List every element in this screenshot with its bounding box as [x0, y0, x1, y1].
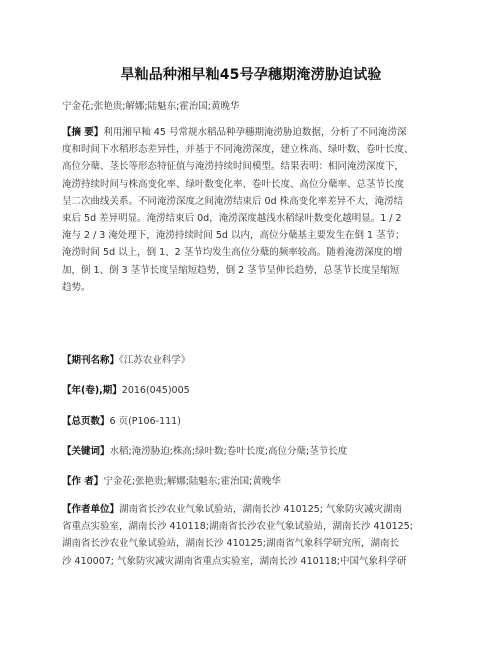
pages-label: 【总页数】	[62, 416, 110, 427]
abstract-line: 度和时间下水稻形态差异性，并基于不同淹涝深度，建立株高、绿叶数、卷叶长度、	[62, 144, 414, 156]
pages-field	[62, 413, 181, 427]
keywords-value: 水稻;淹涝胁迫;株高;绿叶数;卷叶长度;高位分蘖;茎节长度	[109, 446, 348, 457]
author-field	[62, 473, 281, 487]
abstract-line: 淹与 2 / 3 淹处理下，淹涝持续时间 5d 以内，高位分蘖基主要发生在倒 1 茎节；	[62, 230, 405, 242]
abstract-line: 趋势。	[62, 281, 91, 293]
year-issue-field	[62, 382, 190, 396]
affiliation-line: 湖南省长沙农业气象试验站，湖南长沙 410125; 气象防灾减灾湖南	[119, 504, 403, 515]
affiliation-line: 湖南省长沙农业气象试验站，湖南长沙 410125;湖南省气象科学研究所，湖南长	[62, 538, 399, 550]
abstract-line: 束后 5d 差异明显。淹涝结束后 0d，淹涝深度越浅水稻绿叶数变化越明显。1 / 2	[62, 213, 402, 225]
affiliation-line: 沙 410007; 气象防灾减灾湖南省重点实验室，湖南长沙 410118;中国气象科学研	[62, 555, 407, 567]
abstract-line: 淹涝持续时间与株高变化率、绿叶数变化率、卷叶长度、高位分蘖率、总茎节长度	[62, 178, 405, 190]
abstract-section	[62, 124, 442, 296]
abstract-line: 呈二次曲线关系。不同淹涝深度之间淹涝结束后 0d 株高变化率差异不大，淹涝结	[62, 195, 404, 207]
keywords-field	[62, 443, 347, 457]
affiliation-field	[62, 501, 413, 570]
year-issue-value: 2016(045)005	[121, 385, 190, 396]
pages-value: 6 页(P106-111)	[109, 416, 181, 427]
author-value: 宁金花;张艳贵;解娜;陆魁东;霍治国;黄晚华	[103, 476, 281, 487]
abstract-label: 【摘 要】	[62, 127, 104, 138]
affiliation-label: 【作者单位】	[62, 504, 120, 515]
document-title: 旱籼品种湘早籼45号孕穗期淹涝胁迫试验	[120, 67, 382, 83]
abstract-line: 加，倒 1、倒 3 茎节长度呈缩短趋势，倒 2 茎节呈伸长趋势，总茎节长度呈缩短	[62, 264, 400, 276]
journal-field	[62, 352, 190, 366]
affiliation-line: 省重点实验室，湖南长沙 410118;湖南省长沙农业气象试验站，湖南长沙 410125;	[62, 521, 413, 533]
abstract-line: 利用湘早籼 45 号常规水稻品种孕穗期淹涝胁迫数据，分析了不同淹涝深	[103, 127, 407, 138]
year-issue-label: 【年(卷),期】	[62, 385, 122, 396]
abstract-line: 高位分蘖、茎长等形态特征值与淹涝持续时间模型。结果表明：相同淹涝深度下，	[62, 161, 405, 173]
author-list: 宁金花;张艳贵;解娜;陆魁东;霍治国;黄晚华	[62, 101, 240, 112]
journal-value: 《江苏农业科学》	[119, 355, 191, 366]
journal-label: 【期刊名称】	[62, 355, 120, 366]
abstract-line: 淹涝时间 5d 以上，倒 1、2 茎节均发生高位分蘖的频率较高。随着淹涝深度的增	[62, 247, 403, 259]
author-label: 【作 者】	[62, 476, 104, 487]
keywords-label: 【关键词】	[62, 446, 110, 457]
